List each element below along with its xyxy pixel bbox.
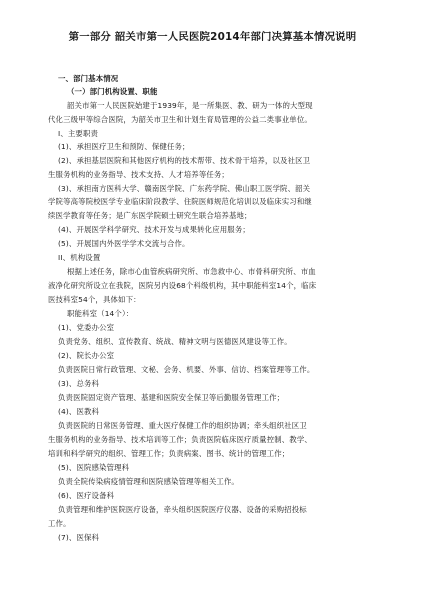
text-line: 负责医院日常行政管理、文秘、会务、机要、外事、信访、档案管理等工作。 xyxy=(58,365,315,374)
text-line: 职能科室（14个）： xyxy=(67,309,134,318)
text-line: 根据上述任务，除市心血管疾病研究所、市急救中心、市骨科研究所、市血 xyxy=(67,267,316,276)
text-line: (1)、承担医疗卫生和预防、保健任务； xyxy=(58,142,190,151)
text-line: (7)、医保科 xyxy=(58,533,100,542)
text-line: 负责管理和维护医院医疗设备，牵头组织医院医疗仪器、设备的采购招投标 xyxy=(58,505,307,514)
text-line: (2)、承担基层医院和其他医疗机构的技术帮带、技术骨干培养，以及社区卫 xyxy=(58,156,311,165)
text-line: 培训和科学研究的组织、管理工作；负责病案、图书、统计的管理工作； xyxy=(48,449,290,458)
text-line: 续医学教育等任务；是广东医学院硕士研究生联合培养基地； xyxy=(48,211,252,220)
text-line: 生服务机构的业务指导、技术支持、人才培养等任务； xyxy=(48,170,229,179)
text-line: 一、部门基本情况 xyxy=(58,74,119,83)
text-line: 液净化研究所设立在我院，医院另内设68个科级机构，其中职能科室14个，临床 xyxy=(48,281,317,290)
text-line: (6)、医疗设备科 xyxy=(58,491,115,500)
text-line: 学院等高等院校医学专业临床阶段教学、住院医师规范化培训以及临床实习和继 xyxy=(48,197,312,206)
text-line: 医技科室54个，具体如下： xyxy=(48,295,141,304)
text-line: 韶关市第一人民医院始建于1939年，是一所集医、教、研为一体的大型现 xyxy=(67,101,313,110)
text-line: (5)、开展国内外医学学术交流与合作。 xyxy=(58,239,190,248)
text-line: 生服务机构的业务指导、技术培训等工作；负责医院临床医疗质量控制、教学、 xyxy=(48,435,312,444)
text-line: II、机构设置 xyxy=(58,253,101,262)
text-line: (4)、医教科 xyxy=(58,407,100,416)
text-line: (5)、医院感染管理科 xyxy=(58,463,130,472)
text-line: 负责医院的日常医务管理、重大医疗保健工作的组织协调；牵头组织社区卫 xyxy=(58,421,307,430)
text-line: (4)、开展医学科学研究、技术开发与成果转化应用服务； xyxy=(58,225,250,234)
text-line: (1)、党委办公室 xyxy=(58,323,115,332)
text-line: 负责医院固定资产管理、基建和医院安全保卫等后勤服务管理工作； xyxy=(58,393,285,402)
text-line: I、主要职责 xyxy=(58,129,99,138)
text-line: 代化三级甲等综合医院，为韶关市卫生和计划生育局管理的公益二类事业单位。 xyxy=(48,115,312,124)
text-line: 工作。 xyxy=(48,519,71,528)
text-line: (3)、总务科 xyxy=(58,379,100,388)
text-line: 负责党务、组织、宣传教育、统战、精神文明与医德医风建设等工作。 xyxy=(58,337,292,346)
text-line: (3)、承担南方医科大学、赣南医学院、广东药学院、佛山职工医学院、韶关 xyxy=(58,184,311,193)
text-line: (2)、院长办公室 xyxy=(58,351,115,360)
text-line: （一）部门机构设置、职能 xyxy=(67,87,158,96)
text-line: 负责全院传染病疫情管理和医院感染管理等相关工作。 xyxy=(58,477,239,486)
document-title: 第一部分 韶关市第一人民医院2014年部门决算基本情况说明 xyxy=(68,31,357,43)
